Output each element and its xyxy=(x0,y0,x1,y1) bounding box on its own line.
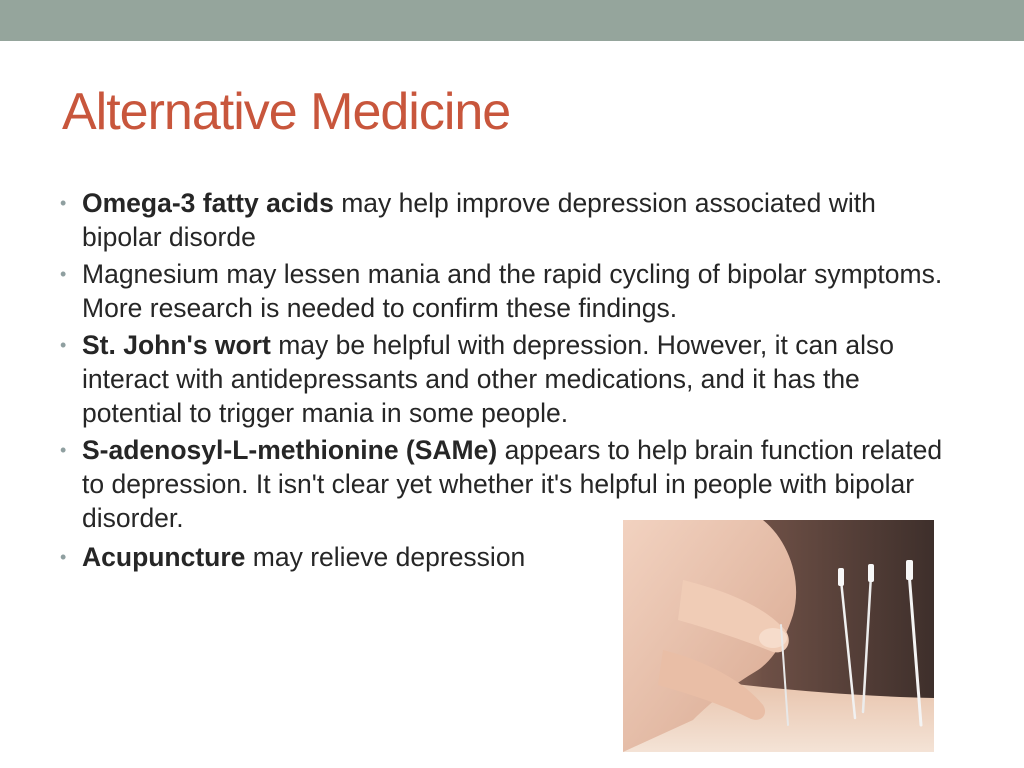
bullet-text: may help improve depression associated with bipolar disorde xyxy=(82,188,876,252)
bullet-term: S-adenosyl-L-methionine (SAMe) xyxy=(82,435,498,465)
bullet-text: may be helpful with depression. However, it can also interact with antidepressants and other medications, and it has the potential to trigger mania in some people. xyxy=(82,330,894,428)
bullet-icon: • xyxy=(60,335,67,355)
bullet-icon: • xyxy=(60,547,67,567)
top-band xyxy=(0,0,1024,41)
bullet-text: appears to help brain function related to depression. It isn't clear yet whether it's helpful in people with bipolar disorder. xyxy=(82,435,943,533)
list-item xyxy=(60,186,960,254)
acupuncture-photo xyxy=(623,520,934,752)
list-item xyxy=(60,257,960,325)
bullet-term: Omega-3 fatty acids xyxy=(82,188,334,218)
bullet-icon: • xyxy=(60,440,67,460)
bullet-icon: • xyxy=(60,264,67,284)
bullet-text: may relieve depression xyxy=(245,542,526,572)
bullet-term: Acupuncture xyxy=(82,542,246,572)
slide-title: Alternative Medicine xyxy=(62,83,511,141)
bullet-term: St. John's wort xyxy=(82,330,271,360)
bullet-text: Magnesium may lessen mania and the rapid cycling of bipolar symptoms. More research is needed to confirm these findings. xyxy=(82,259,943,323)
list-item xyxy=(60,328,960,430)
bullet-icon: • xyxy=(60,193,67,213)
